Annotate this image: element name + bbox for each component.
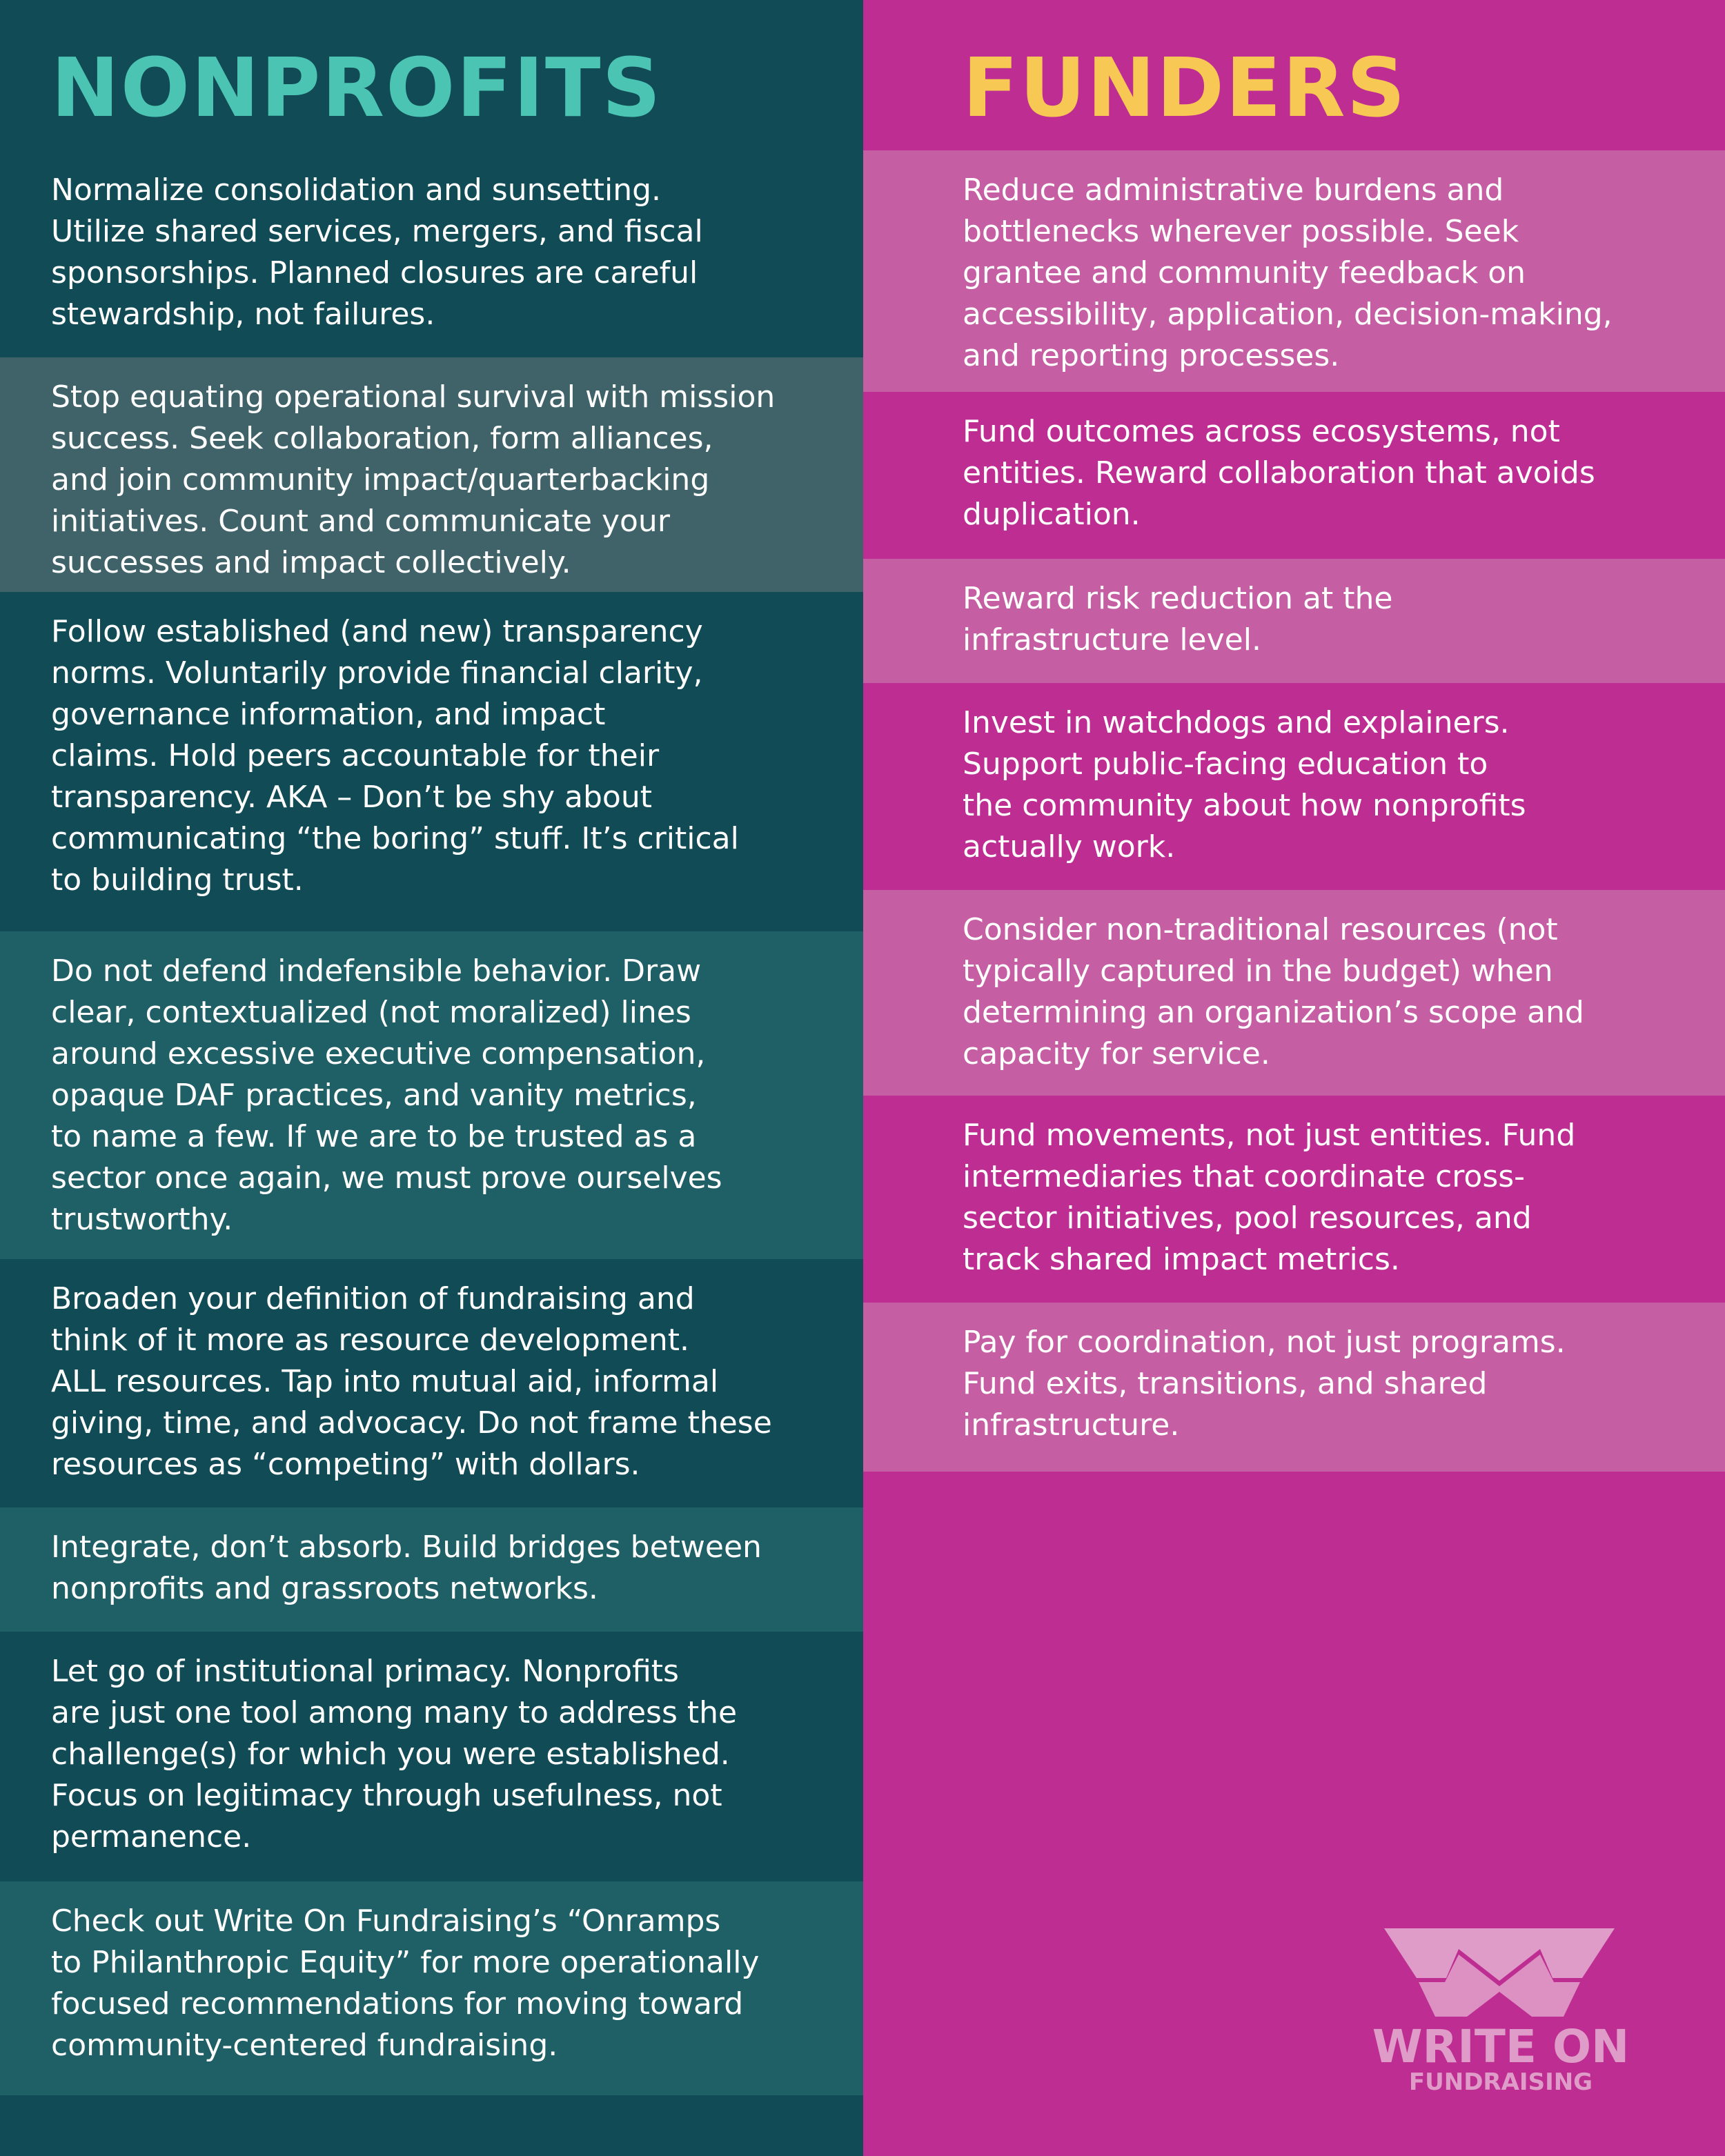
funders-title: FUNDERS xyxy=(963,40,1407,135)
logo-wordmark: WRITE ON xyxy=(1372,2020,1630,2073)
funders-column xyxy=(863,0,1725,2156)
funders-item-2 xyxy=(863,392,1725,559)
funders-item-3 xyxy=(863,559,1725,683)
nonprofits-item-5 xyxy=(0,1259,863,1507)
funders-item-text: Consider non-traditional resources (not typically captured in the budget) when determining an organization’s scope and capacity for service. xyxy=(963,912,1584,1071)
nonprofits-item-text: Let go of institutional primacy. Nonprofits are just one tool among many to address the challenge(s) for which you were established. Focus on legitimacy through usefulness, not permanence. xyxy=(51,1654,738,1855)
funders-item-4 xyxy=(863,683,1725,890)
nonprofits-item-7 xyxy=(0,1632,863,1881)
funders-item-7 xyxy=(863,1303,1725,1472)
nonprofits-item-text: Normalize consolidation and sunsetting. Utilize shared services, mergers, and fiscal sponsorships. Planned closures are careful stewardship, not failures. xyxy=(51,172,703,332)
nonprofits-item-8 xyxy=(0,1881,863,2095)
write-on-fundraising-logo xyxy=(1344,1928,1657,2094)
funders-item-5 xyxy=(863,890,1725,1096)
nonprofits-item-3 xyxy=(0,592,863,931)
nonprofits-item-2 xyxy=(0,357,863,592)
funders-item-6 xyxy=(863,1096,1725,1303)
nonprofits-item-text: Follow established (and new) transparency norms. Voluntarily provide financial clarity, governance information, and impact claims. Hold peers accountable for their transparency. AKA – Don’t be shy about communicating “the boring” stuff. It’s critical to building trust. xyxy=(51,614,739,898)
write-on-logo-icon xyxy=(1344,1928,1657,2094)
funders-item-text: Reduce administrative burdens and bottlenecks wherever possible. Seek grantee and community feedback on accessibility, application, decision-making, and reporting processes. xyxy=(963,172,1613,373)
nonprofits-item-text: Do not defend indefensible behavior. Draw clear, contextualized (not moralized) lines around excessive executive compensation, opaque DAF practices, and vanity metrics, to name a few. If we are to be trusted as a sector once again, we must prove ourselves trustworthy. xyxy=(51,953,722,1237)
funders-item-text: Pay for coordination, not just programs. Fund exits, transitions, and shared infrastructure. xyxy=(963,1325,1566,1443)
nonprofits-item-4 xyxy=(0,931,863,1259)
funders-item-text: Reward risk reduction at the infrastructure level. xyxy=(963,581,1393,657)
nonprofits-title: NONPROFITS xyxy=(51,40,662,135)
logo-subtitle: FUNDRAISING xyxy=(1408,2068,1593,2094)
nonprofits-item-1 xyxy=(0,150,863,357)
funders-item-1 xyxy=(863,150,1725,392)
funders-item-text: Fund outcomes across ecosystems, not entities. Reward collaboration that avoids duplication. xyxy=(963,414,1595,532)
nonprofits-item-text: Check out Write On Fundraising’s “Onramps to Philanthropic Equity” for more operationally focused recommendations for moving toward community-centered fundraising. xyxy=(51,1903,760,2063)
nonprofits-item-text: Integrate, don’t absorb. Build bridges between nonprofits and grassroots networks. xyxy=(51,1530,762,1606)
nonprofits-item-text: Broaden your definition of fundraising and think of it more as resource development. ALL resources. Tap into mutual aid, informal giving, time, and advocacy. Do not frame these resources as “competing” with dollars. xyxy=(51,1281,772,1482)
funders-item-text: Fund movements, not just entities. Fund intermediaries that coordinate cross- sector initiatives, pool resources, and track shared impact metrics. xyxy=(963,1118,1576,1277)
funders-item-text: Invest in watchdogs and explainers. Support public-facing education to the community about how nonprofits actually work. xyxy=(963,705,1526,864)
nonprofits-item-text: Stop equating operational survival with mission success. Seek collaboration, form alliances, and join community impact/quarterbacking initiatives. Count and communicate your successes and impact collectively. xyxy=(51,379,776,580)
nonprofits-item-6 xyxy=(0,1507,863,1632)
